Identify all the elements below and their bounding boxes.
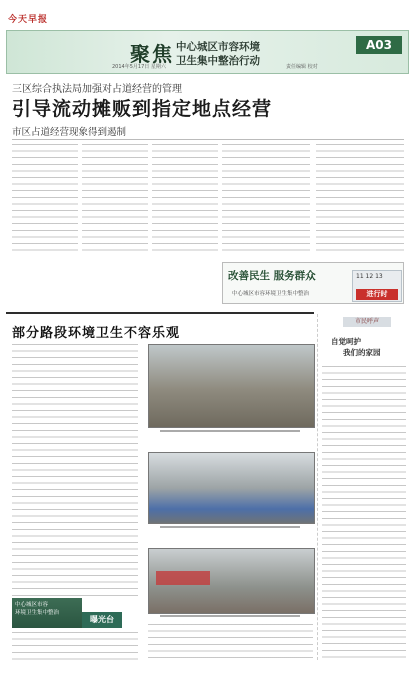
editor-line: 责任编辑 校对 — [286, 64, 318, 70]
sidebar-title-line-2: 我们的家园 — [343, 348, 381, 357]
masthead: 今天早报 — [8, 15, 49, 25]
story2-column-3 — [12, 632, 138, 660]
story1-column-2 — [82, 144, 148, 256]
exposure-stamp: 曝光台 — [82, 612, 122, 628]
date-line: 2014年5月17日 星期六 — [112, 64, 166, 70]
story1-subhead: 市区占道经营现象得到遏制 — [12, 127, 127, 138]
calendar-numbers: 11 12 13 — [356, 273, 383, 280]
story1-column-3 — [152, 144, 218, 256]
story2-column-1 — [12, 344, 138, 596]
banner-campaign-title — [176, 40, 260, 68]
story1-headline: 引导流动摊贩到指定地点经营 — [12, 98, 273, 120]
story2-column-2 — [148, 624, 313, 660]
vendor-umbrella — [156, 571, 210, 585]
page-number: A03 — [356, 36, 402, 54]
logo-line-2: 环境卫生集中整治 — [15, 610, 60, 616]
section-rule — [6, 312, 314, 314]
banner-focus-title: 聚焦 — [130, 42, 174, 66]
banner-line-2: 卫生集中整治行动 — [176, 55, 260, 67]
logo-line-1: 中心城区市容 — [15, 602, 49, 608]
sidebar-tag: 市民呼声 — [343, 317, 391, 327]
trucks-photo — [148, 452, 315, 524]
photo-caption-3 — [160, 615, 300, 617]
story1-column-4 — [222, 144, 310, 256]
story1-column-1 — [12, 144, 78, 256]
banner-line-1: 中心城区市容环境 — [176, 41, 260, 53]
story1-column-5 — [316, 144, 404, 256]
story2-headline: 部分路段环境卫生不容乐观 — [12, 326, 181, 341]
calendar-tag: 进行时 — [356, 289, 398, 300]
sidebar-title-line-1: 自觉呵护 — [331, 337, 361, 346]
sidebar-title — [331, 336, 381, 358]
garbage-pile-photo — [148, 344, 315, 428]
exposure-logo — [12, 598, 82, 628]
story1-kicker: 三区综合执法局加强对占道经营的管理 — [12, 84, 182, 95]
photo-caption-1 — [160, 430, 300, 432]
divider — [12, 139, 404, 140]
sidebar-body — [322, 366, 406, 658]
photo-caption-2 — [160, 526, 300, 528]
ad-title: 改善民生 服务群众 — [228, 270, 316, 282]
ad-subtitle: 中心城区市容环境卫生集中整治 — [232, 291, 310, 297]
